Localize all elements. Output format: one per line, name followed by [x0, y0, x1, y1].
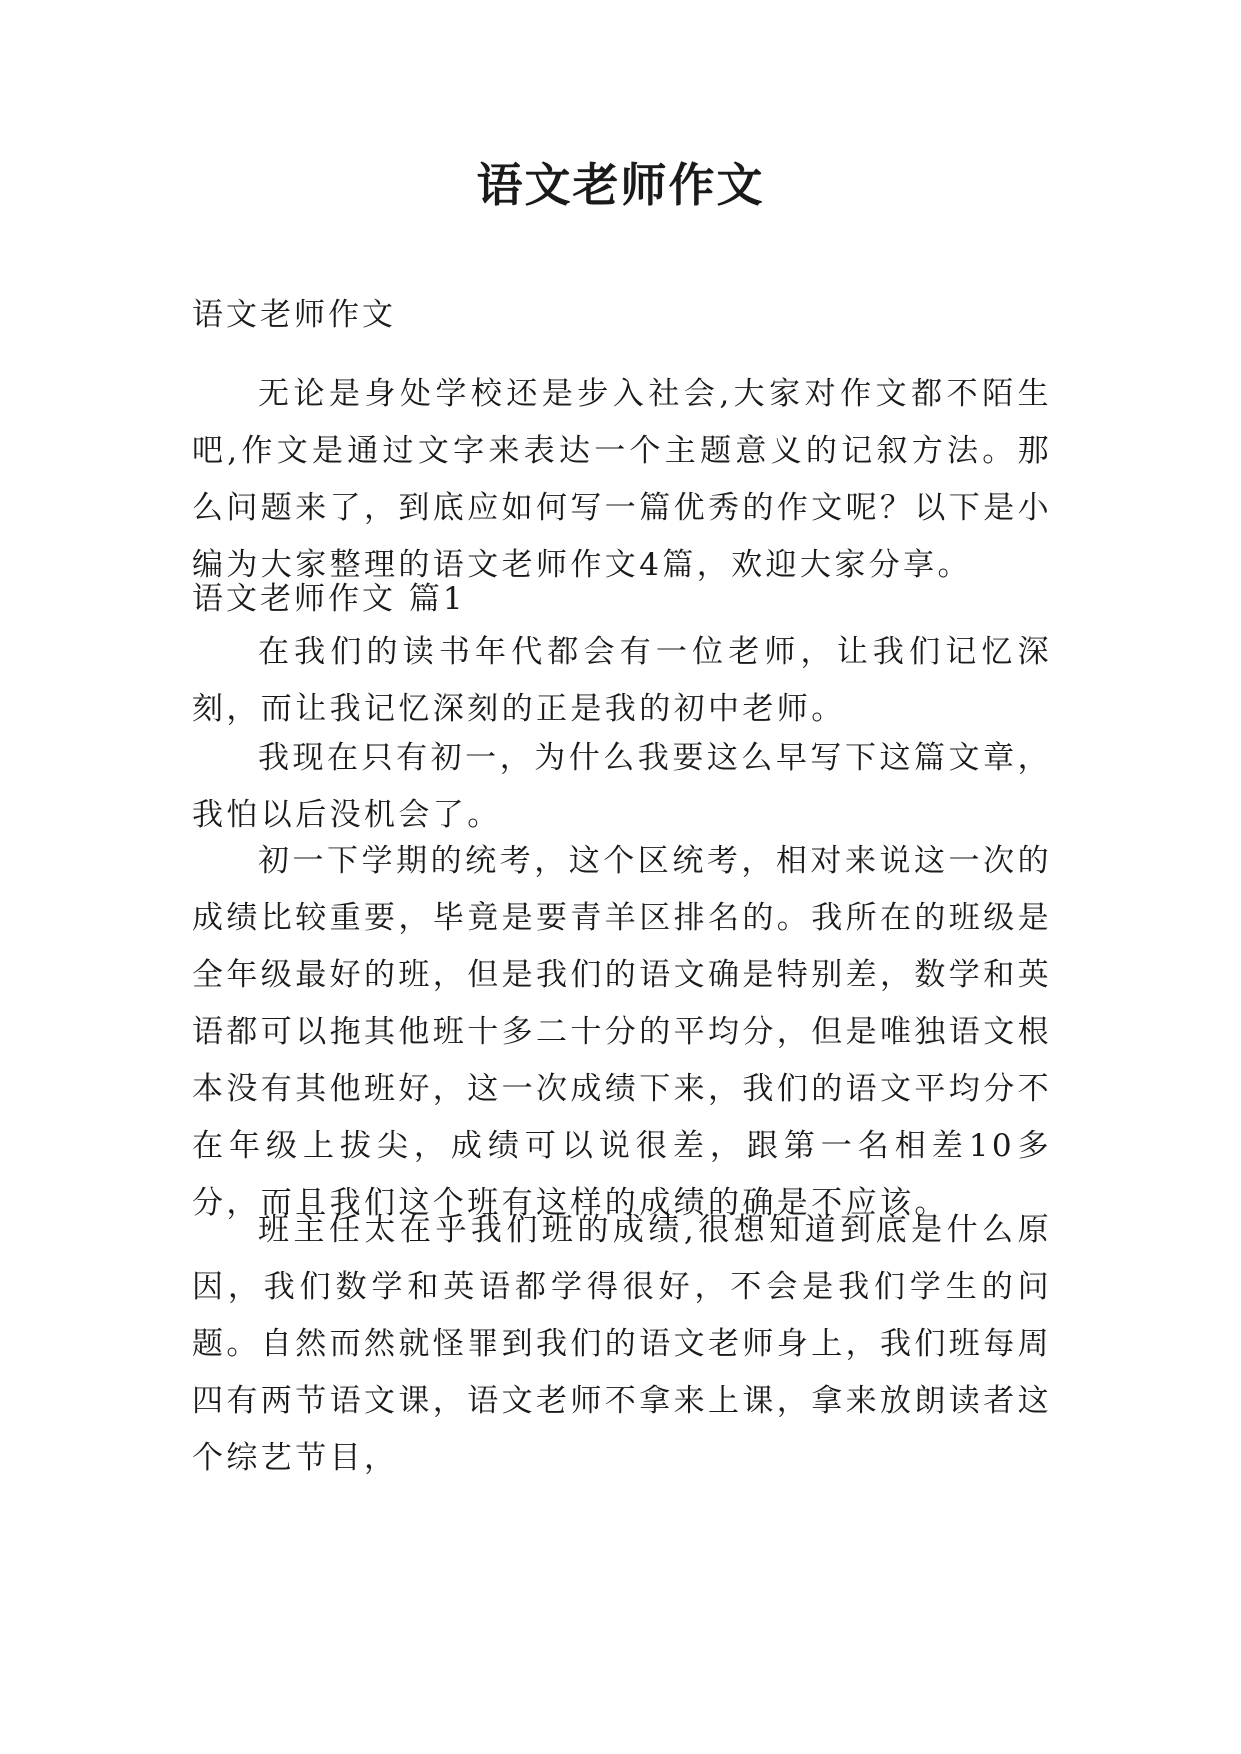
body-paragraph: 在我们的读书年代都会有一位老师，让我们记忆深刻，而让我记忆深刻的正是我的初中老师。 — [192, 634, 1052, 727]
page-title: 语文老师作文 — [476, 158, 765, 212]
intro-paragraph: 无论是身处学校还是步入社会,大家对作文都不陌生吧,作文是通过文字来表达一个主题意义的记叙方法。那么问题来了，到底应如何写一篇优秀的作文呢？以下是小编为大家整理的语文老师作文4篇，欢迎大家分享。 — [192, 376, 1052, 583]
body-paragraph: 我现在只有初一，为什么我要这么早写下这篇文章，我怕以后没机会了。 — [192, 740, 1052, 833]
body-paragraph: 班主任太在乎我们班的成绩,很想知道到底是什么原因，我们数学和英语都学得很好，不会是我们学生的问题。自然而然就怪罪到我们的语文老师身上，我们班每周四有两节语文课，语文老师不拿来上课，拿来放朗读者这个综艺节目， — [192, 1212, 1052, 1476]
body-paragraph: 初一下学期的统考，这个区统考，相对来说这一次的成绩比较重要，毕竟是要青羊区排名的。我所在的班级是全年级最好的班，但是我们的语文确是特别差，数学和英语都可以拖其他班十多二十分的平均分，但是唯独语文根本没有其他班好，这一次成绩下来，我们的语文平均分不在年级上拔尖，成绩可以说很差，跟第一名相差10多分，而且我们这个班有这样的成绩的确是不应该。 — [192, 843, 1052, 1221]
section-heading: 语文老师作文 篇1 — [192, 581, 466, 617]
document-subtitle: 语文老师作文 — [192, 297, 396, 333]
